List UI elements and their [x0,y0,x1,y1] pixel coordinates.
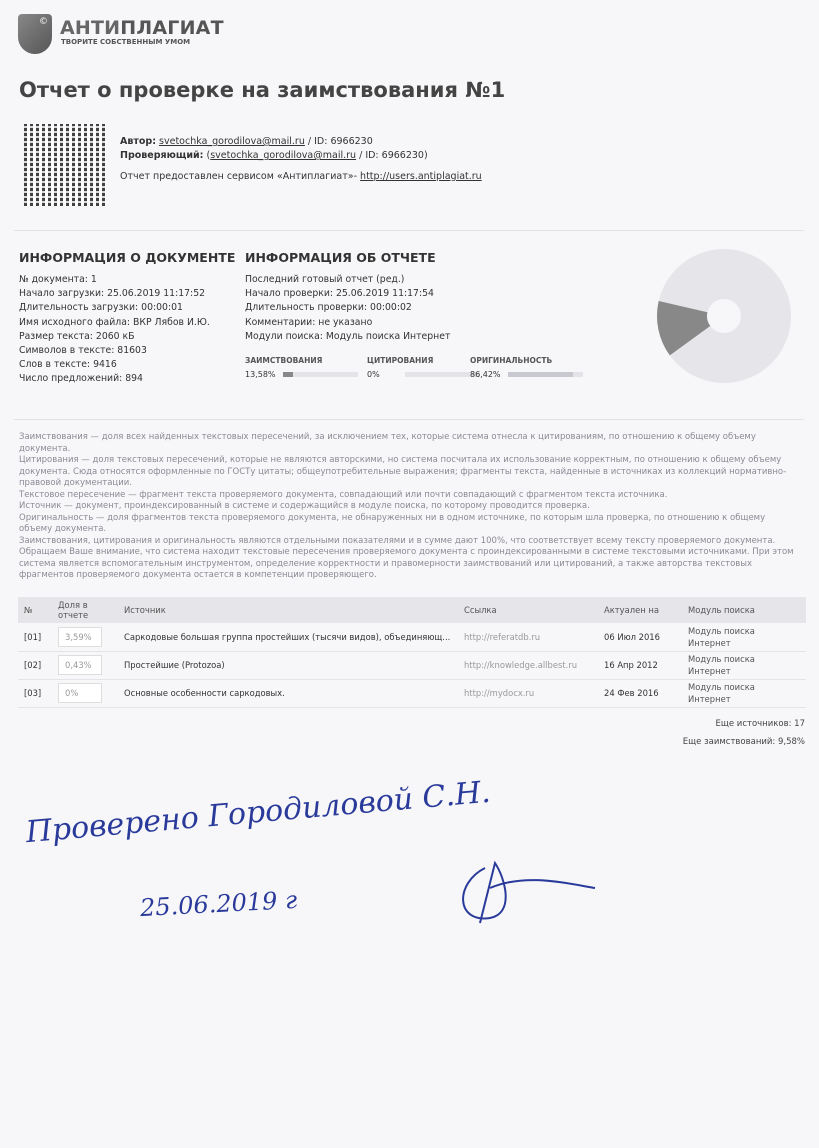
report-info-heading: ИНФОРМАЦИЯ ОБ ОТЧЕТЕ [245,250,436,265]
author-line: Автор: svetochka_gorodilova@mail.ru / ID: 6966230 [120,136,373,147]
table-header: № Доля в отчете Источник Ссылка Актуален на Модуль поиска [18,597,806,623]
logo-shield-icon: © [18,14,52,54]
borrowings-bar [283,372,358,377]
divider [14,419,804,420]
checker-line: Проверяющий: (svetochka_gorodilova@mail.ru / ID: 6966230) [120,150,428,161]
divider [14,230,804,231]
antiplagiat-link[interactable]: http://users.antiplagiat.ru [360,171,482,182]
citations-bar [405,372,480,377]
source-link[interactable]: http://referatdb.ru [458,623,598,651]
author-email-link[interactable]: svetochka_gorodilova@mail.ru [159,136,305,147]
qr-code-icon [24,124,106,206]
brand-tagline: ТВОРИТЕ СОБСТВЕННЫМ УМОМ [61,38,191,46]
donut-chart [656,248,792,384]
page-title: Отчет о проверке на заимствования №1 [19,78,506,102]
table-row: [01] 3,59% Саркодовые большая группа простейших (тысячи видов), объединяющ... http://referatdb.ru 06 Июл 2016 Модуль поиска Интернет [18,623,806,651]
more-sources: Еще источников: 17 Еще заимствований: 9,58% [682,719,805,747]
handwritten-date: 25.06.2019 г [139,885,298,923]
source-link[interactable]: http://knowledge.allbest.ru [458,651,598,679]
source-link[interactable]: http://mydocx.ru [458,679,598,707]
doc-info-heading: ИНФОРМАЦИЯ О ДОКУМЕНТЕ [19,250,236,265]
checker-email-link[interactable]: svetochka_gorodilova@mail.ru [210,150,357,161]
doc-info-list: № документа: 1 Начало загрузки: 25.06.2019 11:17:52 Длительность загрузки: 00:00:01 Имя исходного файла: ВКР Лябов И.Ю. Размер текста: 2060 кБ Символов в тексте: 81603 Слов в тексте: 9416 Число предложений: 894 [19,274,210,385]
report-info-list: Последний готовый отчет (ред.) Начало проверки: 25.06.2019 11:17:54 Длительность проверки: 00:00:02 Комментарии: не указано Модули поиска: Модуль поиска Интернет [245,274,451,342]
stat-originality: ОРИГИНАЛЬНОСТЬ 86,42% [470,356,583,379]
stat-citations: ЦИТИРОВАНИЯ 0% [367,356,480,379]
legend-text: Заимствования — доля всех найденных текстовых пересечений, за исключением тех, которые система отнесла к цитированиям, по отношению к общему объему документа. Цитирования — доля текстовых пересечений, которые не являются авторскими, но система посчитала их использование корректным, по отношению к общему объему документа. Сюда относятся оформленные по ГОСТу цитаты; общеупотребительные выражения; фрагменты текста, найденные в источниках из коллекций нормативно-правовой документации. Текстовое пересечение — фрагмент текста проверяемого документа, совпадающий или почти совпадающий с фрагментом текста источника. Источник — документ, проиндексированный в системе и содержащийся в модуле поиска, по которому проводится проверка. Оригинальность — доля фрагментов текста проверяемого документа, не обнаруженных ни в одном источнике, по которым шла проверка, по отношению к общему объему документа. Заимствования, цитирования и оригинальность являются отдельными показателями и в сумме дают 100%, что соответствует всему тексту проверяемого документа. Обращаем Ваше внимание, что система находит текстовые пересечения проверяемого документа с проиндексированными в системе текстовыми источниками. При этом система является вспомогательным инструментом, определение корректности и правомерности заимствований или цитирований, а также авторства текстовых фрагментов проверяемого документа остается в компетенции проверяющего. [19,432,794,580]
signature-icon [445,848,615,928]
provided-line: Отчет предоставлен сервисом «Антиплагиат»- http://users.antiplagiat.ru [120,171,482,182]
sources-table [18,597,806,708]
table-row: [02] 0,43% Простейшие (Protozoa) http://knowledge.allbest.ru 16 Апр 2012 Модуль поиска Интернет [18,651,806,679]
originality-bar [508,372,583,377]
handwritten-note: Проверено Городиловой С.Н. [24,774,492,851]
donut-hole [708,300,740,332]
brand-name: АНТИПЛАГИАТ [60,17,224,39]
stat-borrowings: ЗАИМСТВОВАНИЯ 13,58% [245,356,358,379]
table-row: [03] 0% Основные особенности саркодовых. http://mydocx.ru 24 Фев 2016 Модуль поиска Интернет [18,679,806,707]
